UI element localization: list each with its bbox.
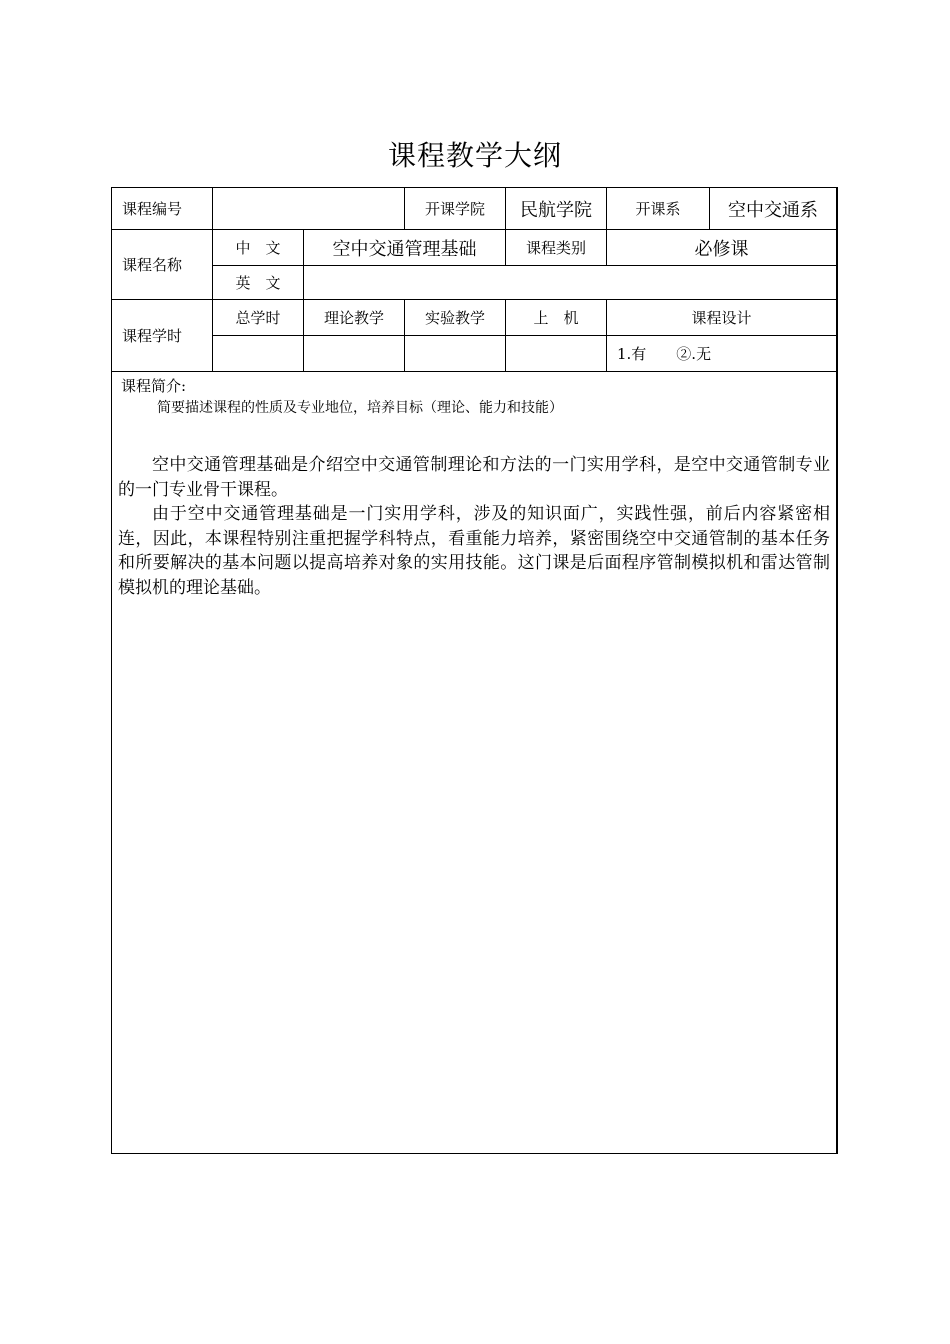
course-category-label: 课程类别 xyxy=(525,239,586,257)
department-label: 开课系 xyxy=(635,200,681,218)
total-hours-value xyxy=(213,336,303,371)
lab-value xyxy=(405,336,505,371)
course-intro-hint: 简要描述课程的性质及专业地位，培养目标（理论、能力和技能） xyxy=(157,400,563,416)
course-code-label: 课程编号 xyxy=(122,200,183,218)
intro-paragraph: 空中交通管理基础是介绍空中交通管制理论和方法的一门实用学科，是空中交通管制专业的一门专业骨干课程。 xyxy=(118,455,830,500)
college-value: 民航学院 xyxy=(520,199,592,221)
english-name-value xyxy=(304,266,836,299)
college-label: 开课学院 xyxy=(424,200,485,218)
total-hours-label: 总学时 xyxy=(235,309,281,327)
theory-value xyxy=(304,336,404,371)
page-title: 课程教学大纲 xyxy=(387,139,562,172)
intro-paragraph: 由于空中交通管理基础是一门实用学科，涉及的知识面广，实践性强，前后内容紧密相连，因此，本课程特别注重把握学科特点，看重能力培养，紧密围绕空中交通管制的基本任务和所要解决的基本问题以提高培养对象的实用技能。这门课是后面程序管制模拟机和雷达管制模拟机的理论基础。 xyxy=(118,504,830,598)
theory-label: 理论教学 xyxy=(323,309,384,327)
lab-label: 实验教学 xyxy=(424,309,485,327)
english-label: 英 文 xyxy=(235,274,281,292)
row-divider xyxy=(111,371,838,372)
computer-label: 上 机 xyxy=(533,309,579,327)
course-design-label: 课程设计 xyxy=(691,309,752,327)
computer-value xyxy=(506,336,606,371)
chinese-name-value: 空中交通管理基础 xyxy=(332,238,477,260)
course-design-value: 1.有 ②.无 xyxy=(617,345,712,363)
course-category-value: 必修课 xyxy=(694,238,749,260)
chinese-label: 中 文 xyxy=(235,239,281,257)
course-code-value xyxy=(213,188,404,229)
course-intro-body xyxy=(118,453,830,600)
course-intro-label: 课程简介: xyxy=(121,377,187,395)
course-hours-label: 课程学时 xyxy=(122,327,183,345)
department-value: 空中交通系 xyxy=(728,199,818,221)
course-name-label: 课程名称 xyxy=(122,256,183,274)
